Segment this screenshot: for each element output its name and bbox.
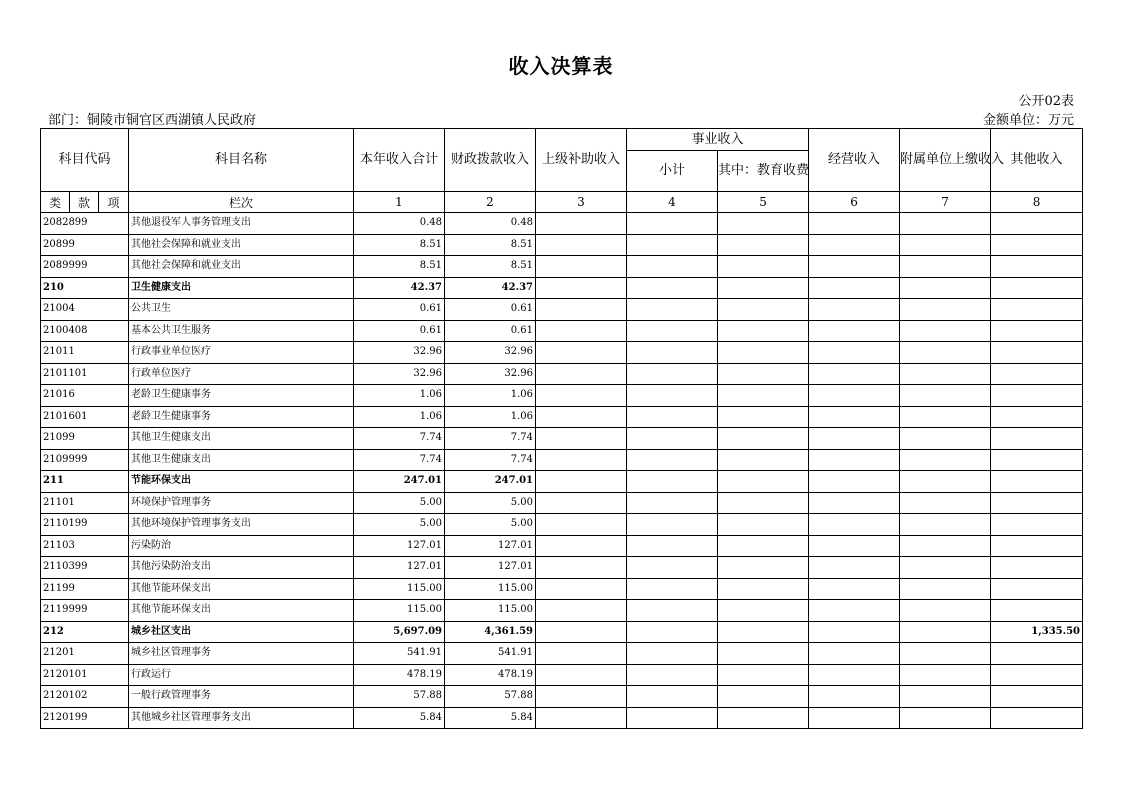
table-row <box>41 707 1083 729</box>
department-label: 部门：铜陵市铜官区西湖镇人民政府 <box>48 113 257 128</box>
operating-income-cell <box>809 557 900 579</box>
subject-name-cell: 其他退役军人事务管理支出 <box>129 213 354 235</box>
business-subtotal-cell <box>627 578 718 600</box>
other-income-cell <box>991 428 1083 450</box>
table-row <box>41 320 1083 342</box>
affiliated-income-cell <box>900 213 991 235</box>
affiliated-income-cell <box>900 535 991 557</box>
business-subtotal-cell <box>627 256 718 278</box>
header-fiscal-allocation: 财政拨款收入 <box>445 129 536 192</box>
affiliated-income-cell <box>900 320 991 342</box>
total-income-cell: 115.00 <box>354 578 445 600</box>
other-income-cell <box>991 363 1083 385</box>
business-subtotal-cell <box>627 234 718 256</box>
total-income-cell: 5,697.09 <box>354 621 445 643</box>
col-number: 3 <box>536 192 627 213</box>
total-income-cell: 32.96 <box>354 342 445 364</box>
table-row <box>41 686 1083 708</box>
education-fees-cell <box>718 342 809 364</box>
col-number: 6 <box>809 192 900 213</box>
col-number: 7 <box>900 192 991 213</box>
fiscal-allocation-cell: 32.96 <box>445 363 536 385</box>
other-income-cell <box>991 471 1083 493</box>
subject-name-cell: 其他污染防治支出 <box>129 557 354 579</box>
affiliated-income-cell <box>900 256 991 278</box>
business-subtotal-cell <box>627 449 718 471</box>
operating-income-cell <box>809 578 900 600</box>
other-income-cell: 1,335.50 <box>991 621 1083 643</box>
total-income-cell: 127.01 <box>354 557 445 579</box>
superior-subsidy-cell <box>536 428 627 450</box>
total-income-cell: 1.06 <box>354 406 445 428</box>
operating-income-cell <box>809 664 900 686</box>
business-subtotal-cell <box>627 471 718 493</box>
education-fees-cell <box>718 428 809 450</box>
subject-name-cell: 其他社会保障和就业支出 <box>129 234 354 256</box>
table-row <box>41 406 1083 428</box>
header-superior-subsidy: 上级补助收入 <box>536 129 627 192</box>
subject-name-cell: 行政单位医疗 <box>129 363 354 385</box>
subject-name-cell: 基本公共卫生服务 <box>129 320 354 342</box>
superior-subsidy-cell <box>536 535 627 557</box>
operating-income-cell <box>809 406 900 428</box>
table-row <box>41 471 1083 493</box>
col-number: 1 <box>354 192 445 213</box>
fiscal-allocation-cell: 4,361.59 <box>445 621 536 643</box>
fiscal-allocation-cell: 42.37 <box>445 277 536 299</box>
fiscal-allocation-cell: 1.06 <box>445 385 536 407</box>
header-lanci: 栏次 <box>129 192 354 213</box>
page-title: 收入决算表 <box>508 54 614 78</box>
operating-income-cell <box>809 256 900 278</box>
total-income-cell: 1.06 <box>354 385 445 407</box>
operating-income-cell <box>809 707 900 729</box>
total-income-cell: 0.61 <box>354 299 445 321</box>
header-education-fees: 其中：教育收费 <box>718 151 809 192</box>
business-subtotal-cell <box>627 428 718 450</box>
other-income-cell <box>991 707 1083 729</box>
subject-code-cell: 2101101 <box>41 363 129 385</box>
other-income-cell <box>991 557 1083 579</box>
subject-name-cell: 老龄卫生健康事务 <box>129 385 354 407</box>
education-fees-cell <box>718 471 809 493</box>
subject-name-cell: 其他社会保障和就业支出 <box>129 256 354 278</box>
total-income-cell: 5.00 <box>354 492 445 514</box>
business-subtotal-cell <box>627 385 718 407</box>
operating-income-cell <box>809 600 900 622</box>
other-income-cell <box>991 256 1083 278</box>
col-number: 2 <box>445 192 536 213</box>
subject-code-cell: 2100408 <box>41 320 129 342</box>
business-subtotal-cell <box>627 363 718 385</box>
affiliated-income-cell <box>900 707 991 729</box>
table-row <box>41 234 1083 256</box>
operating-income-cell <box>809 299 900 321</box>
subject-name-cell: 老龄卫生健康事务 <box>129 406 354 428</box>
subject-code-cell: 2082899 <box>41 213 129 235</box>
header-xiang: 项 <box>99 192 129 213</box>
operating-income-cell <box>809 320 900 342</box>
total-income-cell: 247.01 <box>354 471 445 493</box>
operating-income-cell <box>809 535 900 557</box>
education-fees-cell <box>718 277 809 299</box>
superior-subsidy-cell <box>536 342 627 364</box>
other-income-cell <box>991 406 1083 428</box>
fiscal-allocation-cell: 7.74 <box>445 449 536 471</box>
total-income-cell: 7.74 <box>354 449 445 471</box>
affiliated-income-cell <box>900 406 991 428</box>
business-subtotal-cell <box>627 342 718 364</box>
total-income-cell: 115.00 <box>354 600 445 622</box>
header-subject-name: 科目名称 <box>129 129 354 192</box>
business-subtotal-cell <box>627 492 718 514</box>
business-subtotal-cell <box>627 320 718 342</box>
operating-income-cell <box>809 428 900 450</box>
total-income-cell: 478.19 <box>354 664 445 686</box>
affiliated-income-cell <box>900 277 991 299</box>
table-row <box>41 557 1083 579</box>
table-row <box>41 664 1083 686</box>
fiscal-allocation-cell: 127.01 <box>445 557 536 579</box>
other-income-cell <box>991 492 1083 514</box>
col-number: 5 <box>718 192 809 213</box>
subject-code-cell: 2119999 <box>41 600 129 622</box>
business-subtotal-cell <box>627 557 718 579</box>
subject-code-cell: 2110199 <box>41 514 129 536</box>
operating-income-cell <box>809 643 900 665</box>
affiliated-income-cell <box>900 471 991 493</box>
subject-name-cell: 环境保护管理事务 <box>129 492 354 514</box>
business-subtotal-cell <box>627 299 718 321</box>
superior-subsidy-cell <box>536 514 627 536</box>
business-subtotal-cell <box>627 535 718 557</box>
fiscal-allocation-cell: 0.61 <box>445 299 536 321</box>
other-income-cell <box>991 385 1083 407</box>
superior-subsidy-cell <box>536 492 627 514</box>
fiscal-allocation-cell: 127.01 <box>445 535 536 557</box>
total-income-cell: 0.61 <box>354 320 445 342</box>
table-row <box>41 342 1083 364</box>
fiscal-allocation-cell: 0.61 <box>445 320 536 342</box>
affiliated-income-cell <box>900 643 991 665</box>
header-lei: 类 <box>41 192 70 213</box>
subject-name-cell: 行政运行 <box>129 664 354 686</box>
education-fees-cell <box>718 385 809 407</box>
subject-code-cell: 2089999 <box>41 256 129 278</box>
business-subtotal-cell <box>627 643 718 665</box>
subject-code-cell: 212 <box>41 621 129 643</box>
subject-code-cell: 2101601 <box>41 406 129 428</box>
fiscal-allocation-cell: 8.51 <box>445 256 536 278</box>
fiscal-allocation-cell: 7.74 <box>445 428 536 450</box>
business-subtotal-cell <box>627 406 718 428</box>
business-subtotal-cell <box>627 707 718 729</box>
total-income-cell: 0.48 <box>354 213 445 235</box>
operating-income-cell <box>809 686 900 708</box>
table-row <box>41 299 1083 321</box>
education-fees-cell <box>718 320 809 342</box>
education-fees-cell <box>718 664 809 686</box>
affiliated-income-cell <box>900 449 991 471</box>
superior-subsidy-cell <box>536 256 627 278</box>
header-operating-income: 经营收入 <box>809 129 900 192</box>
subject-code-cell: 20899 <box>41 234 129 256</box>
fiscal-allocation-cell: 57.88 <box>445 686 536 708</box>
superior-subsidy-cell <box>536 363 627 385</box>
subject-code-cell: 21099 <box>41 428 129 450</box>
subject-name-cell: 其他环境保护管理事务支出 <box>129 514 354 536</box>
education-fees-cell <box>718 234 809 256</box>
header-business-income: 事业收入 <box>627 129 809 151</box>
education-fees-cell <box>718 514 809 536</box>
fiscal-allocation-cell: 541.91 <box>445 643 536 665</box>
business-subtotal-cell <box>627 621 718 643</box>
form-code: 公开02表 <box>1018 94 1074 109</box>
subject-name-cell: 行政事业单位医疗 <box>129 342 354 364</box>
subject-code-cell: 210 <box>41 277 129 299</box>
table-row <box>41 514 1083 536</box>
superior-subsidy-cell <box>536 686 627 708</box>
superior-subsidy-cell <box>536 406 627 428</box>
superior-subsidy-cell <box>536 664 627 686</box>
affiliated-income-cell <box>900 428 991 450</box>
education-fees-cell <box>718 406 809 428</box>
superior-subsidy-cell <box>536 277 627 299</box>
subject-code-cell: 2109999 <box>41 449 129 471</box>
superior-subsidy-cell <box>536 578 627 600</box>
income-final-accounts-table <box>40 128 1083 729</box>
superior-subsidy-cell <box>536 213 627 235</box>
superior-subsidy-cell <box>536 621 627 643</box>
education-fees-cell <box>718 299 809 321</box>
other-income-cell <box>991 320 1083 342</box>
other-income-cell <box>991 600 1083 622</box>
superior-subsidy-cell <box>536 707 627 729</box>
fiscal-allocation-cell: 1.06 <box>445 406 536 428</box>
subject-code-cell: 21016 <box>41 385 129 407</box>
other-income-cell <box>991 578 1083 600</box>
business-subtotal-cell <box>627 664 718 686</box>
subject-code-cell: 21101 <box>41 492 129 514</box>
education-fees-cell <box>718 600 809 622</box>
other-income-cell <box>991 664 1083 686</box>
table-row <box>41 492 1083 514</box>
affiliated-income-cell <box>900 363 991 385</box>
education-fees-cell <box>718 492 809 514</box>
subject-name-cell: 城乡社区管理事务 <box>129 643 354 665</box>
fiscal-allocation-cell: 5.00 <box>445 514 536 536</box>
education-fees-cell <box>718 578 809 600</box>
other-income-cell <box>991 277 1083 299</box>
other-income-cell <box>991 535 1083 557</box>
superior-subsidy-cell <box>536 557 627 579</box>
subject-name-cell: 城乡社区支出 <box>129 621 354 643</box>
affiliated-income-cell <box>900 686 991 708</box>
subject-code-cell: 21199 <box>41 578 129 600</box>
operating-income-cell <box>809 514 900 536</box>
table-row <box>41 277 1083 299</box>
table-row <box>41 449 1083 471</box>
subject-name-cell: 一般行政管理事务 <box>129 686 354 708</box>
operating-income-cell <box>809 342 900 364</box>
fiscal-allocation-cell: 115.00 <box>445 578 536 600</box>
subject-code-cell: 2110399 <box>41 557 129 579</box>
table-row <box>41 256 1083 278</box>
subject-name-cell: 节能环保支出 <box>129 471 354 493</box>
education-fees-cell <box>718 363 809 385</box>
fiscal-allocation-cell: 5.84 <box>445 707 536 729</box>
operating-income-cell <box>809 492 900 514</box>
affiliated-income-cell <box>900 664 991 686</box>
subject-name-cell: 其他城乡社区管理事务支出 <box>129 707 354 729</box>
header-total-income: 本年收入合计 <box>354 129 445 192</box>
operating-income-cell <box>809 363 900 385</box>
other-income-cell <box>991 514 1083 536</box>
other-income-cell <box>991 643 1083 665</box>
subject-code-cell: 21011 <box>41 342 129 364</box>
header-subtotal: 小计 <box>627 151 718 192</box>
col-number: 8 <box>991 192 1083 213</box>
education-fees-cell <box>718 449 809 471</box>
affiliated-income-cell <box>900 621 991 643</box>
header-affiliated-income: 附属单位上缴收入 <box>900 129 991 192</box>
superior-subsidy-cell <box>536 299 627 321</box>
affiliated-income-cell <box>900 514 991 536</box>
total-income-cell: 57.88 <box>354 686 445 708</box>
total-income-cell: 42.37 <box>354 277 445 299</box>
business-subtotal-cell <box>627 213 718 235</box>
other-income-cell <box>991 299 1083 321</box>
table-row <box>41 428 1083 450</box>
affiliated-income-cell <box>900 578 991 600</box>
table-row <box>41 363 1083 385</box>
affiliated-income-cell <box>900 342 991 364</box>
subject-code-cell: 2120101 <box>41 664 129 686</box>
business-subtotal-cell <box>627 514 718 536</box>
education-fees-cell <box>718 256 809 278</box>
total-income-cell: 5.84 <box>354 707 445 729</box>
fiscal-allocation-cell: 115.00 <box>445 600 536 622</box>
superior-subsidy-cell <box>536 449 627 471</box>
subject-name-cell: 其他卫生健康支出 <box>129 428 354 450</box>
other-income-cell <box>991 449 1083 471</box>
affiliated-income-cell <box>900 299 991 321</box>
education-fees-cell <box>718 686 809 708</box>
education-fees-cell <box>718 557 809 579</box>
fiscal-allocation-cell: 5.00 <box>445 492 536 514</box>
amount-unit-label: 金额单位：万元 <box>982 113 1074 128</box>
subject-name-cell: 卫生健康支出 <box>129 277 354 299</box>
table-row <box>41 578 1083 600</box>
affiliated-income-cell <box>900 234 991 256</box>
subject-code-cell: 2120102 <box>41 686 129 708</box>
affiliated-income-cell <box>900 492 991 514</box>
col-number: 4 <box>627 192 718 213</box>
table-row <box>41 213 1083 235</box>
fiscal-allocation-cell: 8.51 <box>445 234 536 256</box>
affiliated-income-cell <box>900 600 991 622</box>
subject-name-cell: 公共卫生 <box>129 299 354 321</box>
superior-subsidy-cell <box>536 385 627 407</box>
subject-name-cell: 污染防治 <box>129 535 354 557</box>
education-fees-cell <box>718 643 809 665</box>
header-kuan: 款 <box>70 192 99 213</box>
total-income-cell: 8.51 <box>354 234 445 256</box>
table-row <box>41 535 1083 557</box>
other-income-cell <box>991 342 1083 364</box>
education-fees-cell <box>718 707 809 729</box>
education-fees-cell <box>718 213 809 235</box>
affiliated-income-cell <box>900 557 991 579</box>
operating-income-cell <box>809 385 900 407</box>
operating-income-cell <box>809 234 900 256</box>
superior-subsidy-cell <box>536 320 627 342</box>
total-income-cell: 7.74 <box>354 428 445 450</box>
total-income-cell: 127.01 <box>354 535 445 557</box>
operating-income-cell <box>809 213 900 235</box>
operating-income-cell <box>809 449 900 471</box>
business-subtotal-cell <box>627 686 718 708</box>
subject-code-cell: 211 <box>41 471 129 493</box>
business-subtotal-cell <box>627 277 718 299</box>
table-row <box>41 621 1083 643</box>
total-income-cell: 8.51 <box>354 256 445 278</box>
other-income-cell <box>991 686 1083 708</box>
superior-subsidy-cell <box>536 234 627 256</box>
header-other-income: 其他收入 <box>991 129 1083 192</box>
operating-income-cell <box>809 621 900 643</box>
total-income-cell: 541.91 <box>354 643 445 665</box>
education-fees-cell <box>718 621 809 643</box>
table-row <box>41 385 1083 407</box>
total-income-cell: 5.00 <box>354 514 445 536</box>
operating-income-cell <box>809 471 900 493</box>
subject-code-cell: 21201 <box>41 643 129 665</box>
other-income-cell <box>991 234 1083 256</box>
fiscal-allocation-cell: 0.48 <box>445 213 536 235</box>
subject-name-cell: 其他节能环保支出 <box>129 578 354 600</box>
superior-subsidy-cell <box>536 471 627 493</box>
subject-code-cell: 2120199 <box>41 707 129 729</box>
total-income-cell: 32.96 <box>354 363 445 385</box>
fiscal-allocation-cell: 478.19 <box>445 664 536 686</box>
fiscal-allocation-cell: 247.01 <box>445 471 536 493</box>
fiscal-allocation-cell: 32.96 <box>445 342 536 364</box>
superior-subsidy-cell <box>536 600 627 622</box>
operating-income-cell <box>809 277 900 299</box>
table-row <box>41 643 1083 665</box>
affiliated-income-cell <box>900 385 991 407</box>
other-income-cell <box>991 213 1083 235</box>
subject-code-cell: 21103 <box>41 535 129 557</box>
education-fees-cell <box>718 535 809 557</box>
business-subtotal-cell <box>627 600 718 622</box>
superior-subsidy-cell <box>536 643 627 665</box>
header-subject-code: 科目代码 <box>41 129 129 192</box>
subject-name-cell: 其他卫生健康支出 <box>129 449 354 471</box>
subject-name-cell: 其他节能环保支出 <box>129 600 354 622</box>
table-row <box>41 600 1083 622</box>
subject-code-cell: 21004 <box>41 299 129 321</box>
